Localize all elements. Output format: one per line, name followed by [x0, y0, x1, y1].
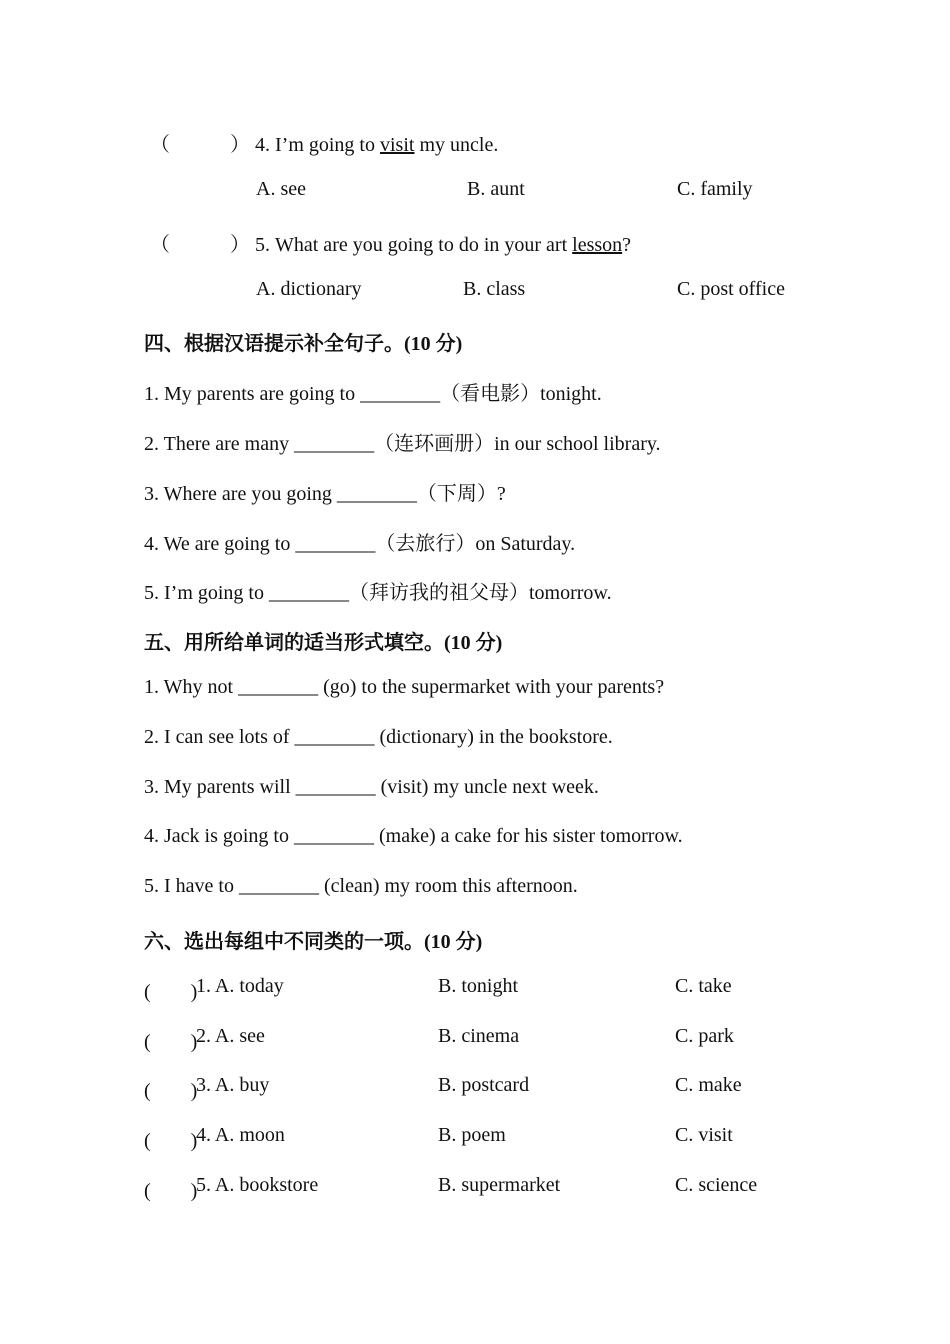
section-heading-part6: 六、选出每组中不同类的一项。(10 分) — [144, 931, 483, 953]
question-text-prefix: 5. What are you going to do in your art — [255, 234, 573, 256]
option-c: C. make — [675, 1074, 742, 1096]
option-a: 5. A. bookstore — [196, 1174, 319, 1196]
option-c: C. post office — [677, 278, 785, 300]
option-b: B. postcard — [438, 1074, 530, 1096]
question-4 — [150, 128, 498, 157]
underlined-word: lesson — [572, 234, 623, 256]
answer-paren: ( ) — [144, 1080, 198, 1102]
option-b: B. supermarket — [438, 1174, 561, 1196]
part4-item-4: 4. We are going to ________（去旅行）on Saturday. — [144, 533, 576, 555]
section-heading-part5: 五、用所给单词的适当形式填空。(10 分) — [144, 632, 503, 654]
answer-paren: ( ) — [144, 981, 198, 1003]
question-5 — [150, 228, 631, 257]
part5-item-1: 1. Why not ________ (go) to the supermarket with your parents? — [144, 676, 665, 698]
option-b: B. tonight — [438, 975, 519, 997]
option-c: C. family — [677, 178, 753, 200]
option-b: B. class — [463, 278, 526, 300]
section-heading-part4: 四、根据汉语提示补全句子。(10 分) — [144, 333, 463, 355]
answer-paren: （ ） — [150, 134, 250, 156]
option-b: B. poem — [438, 1124, 506, 1146]
part4-item-5: 5. I’m going to ________（拜访我的祖父母）tomorrow. — [144, 582, 612, 604]
option-a: 2. A. see — [196, 1025, 265, 1047]
option-a: A. see — [256, 178, 306, 200]
option-a: 4. A. moon — [196, 1124, 285, 1146]
option-a: A. dictionary — [256, 278, 362, 300]
question-text-suffix: my uncle. — [414, 134, 499, 156]
option-b: B. aunt — [467, 178, 525, 200]
option-b: B. cinema — [438, 1025, 520, 1047]
part5-item-3: 3. My parents will ________ (visit) my uncle next week. — [144, 776, 599, 798]
answer-paren: ( ) — [144, 1180, 198, 1202]
answer-paren: ( ) — [144, 1130, 198, 1152]
option-a: 1. A. today — [196, 975, 284, 997]
question-text-prefix: 4. I’m going to — [255, 134, 380, 156]
answer-paren: （ ） — [150, 234, 250, 256]
part4-item-1: 1. My parents are going to ________（看电影）tonight. — [144, 383, 602, 405]
option-a: 3. A. buy — [196, 1074, 270, 1096]
option-c: C. science — [675, 1174, 758, 1196]
answer-paren: ( ) — [144, 1031, 198, 1053]
part5-item-2: 2. I can see lots of ________ (dictionary) in the bookstore. — [144, 726, 613, 748]
option-c: C. take — [675, 975, 732, 997]
option-c: C. visit — [675, 1124, 733, 1146]
part5-item-5: 5. I have to ________ (clean) my room this afternoon. — [144, 875, 578, 897]
option-c: C. park — [675, 1025, 734, 1047]
underlined-word: visit — [380, 134, 415, 156]
part4-item-2: 2. There are many ________（连环画册）in our school library. — [144, 433, 661, 455]
part5-item-4: 4. Jack is going to ________ (make) a cake for his sister tomorrow. — [144, 825, 683, 847]
question-text-suffix: ? — [622, 234, 632, 256]
part4-item-3: 3. Where are you going ________（下周）? — [144, 483, 506, 505]
